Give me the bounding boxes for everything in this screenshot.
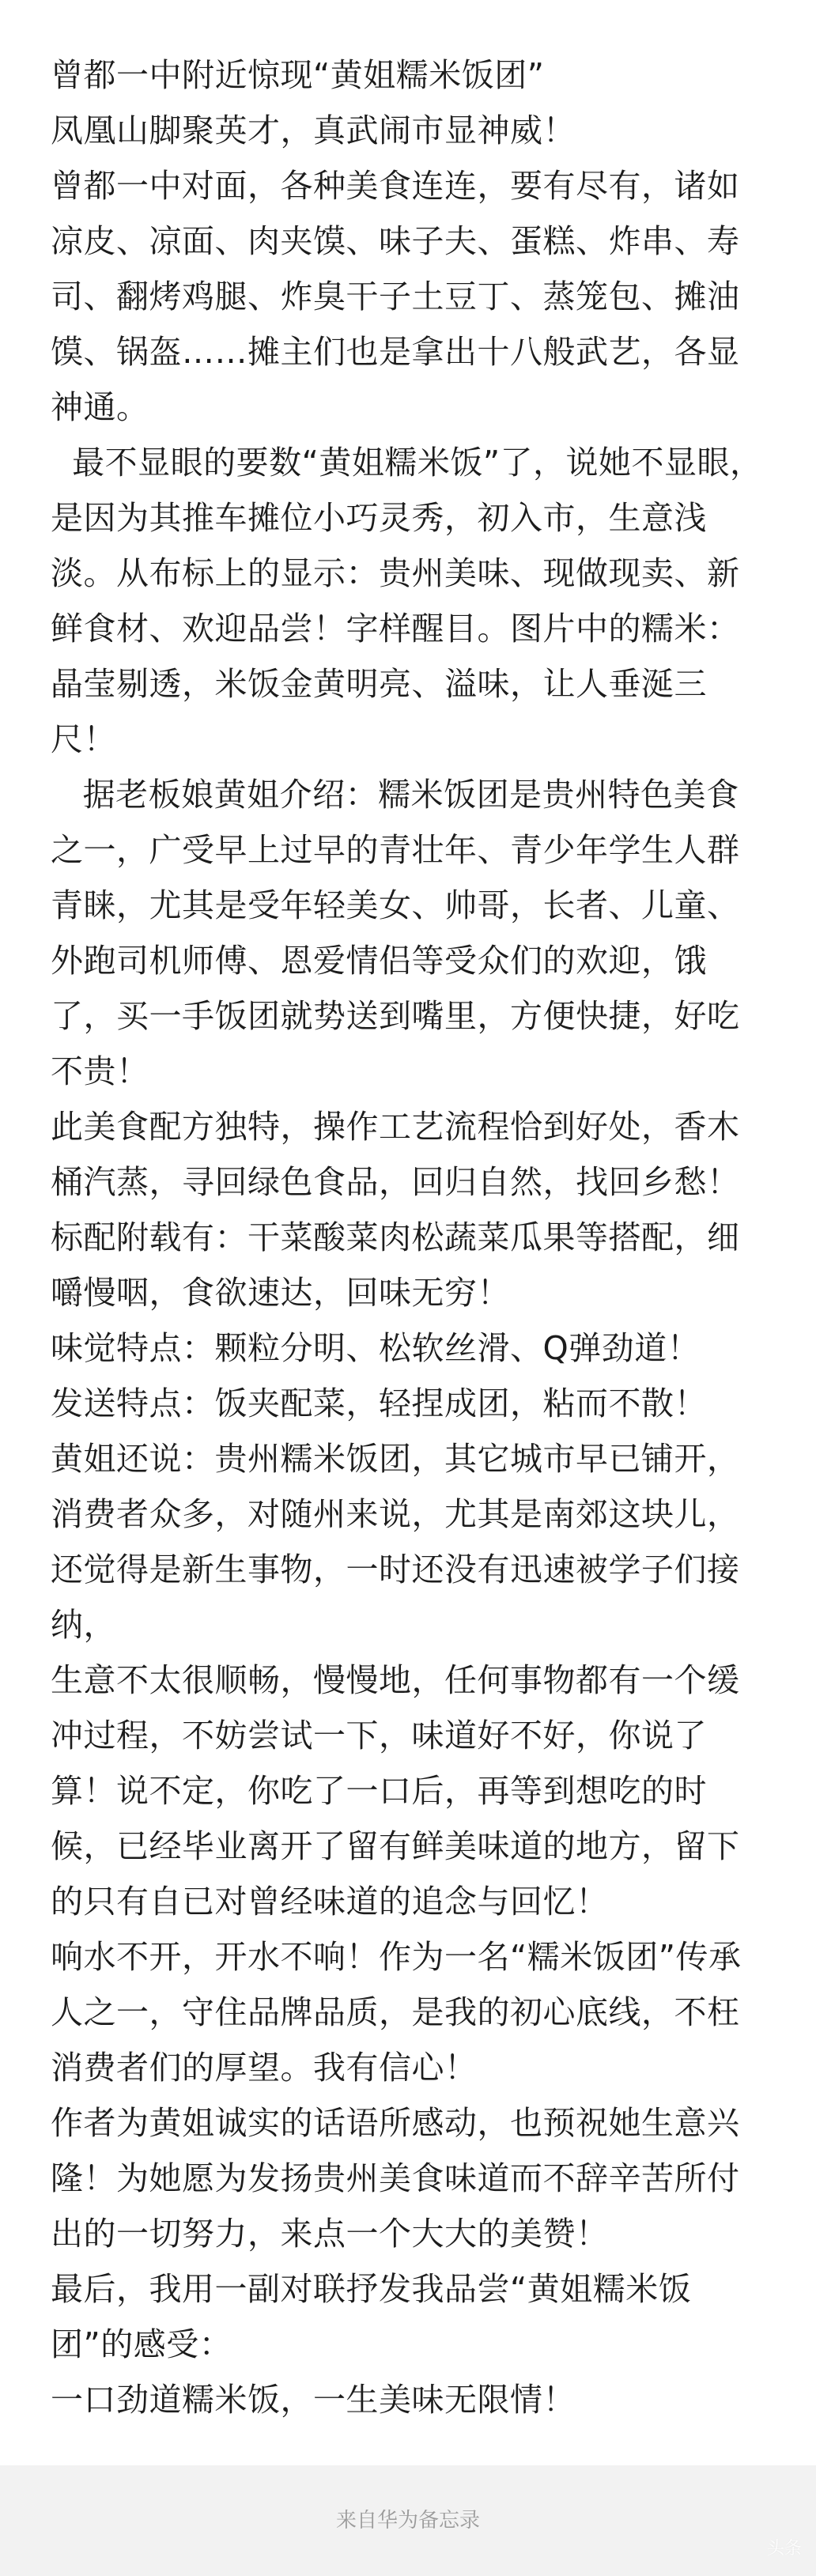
article-paragraph: 响水不开，开水不响！作为一名“糯米饭团”传承人之一，守住品牌品质，是我的初心底线，不枉消费者们的厚望。我有信心！: [51, 1938, 742, 2087]
article-paragraph: 曾都一中对面，各种美食连连，要有尽有，诸如凉皮、凉面、肉夹馍、味子夫、蛋糕、炸串、寿司、翻烤鸡腿、炸臭干子土豆丁、蒸笼包、摊油馍、锅盔……摊主们也是拿出十八般武艺，各显神通。: [51, 167, 740, 426]
watermark: 头条: [766, 2539, 802, 2559]
article-paragraph: 据老板娘黄姐介绍：糯米饭团是贵州特色美食之一，广受早上过早的青壮年、青少年学生人群青睐，尤其是受年轻美女、帅哥，长者、儿童、外跑司机师傅、恩爱情侣等受众们的欢迎，饿了，买一手饭团就势送到嘴里，方便快捷，好吃不贵！: [51, 776, 740, 1090]
article-closing-couplet: 一口劲道糯米饭，一生美味无限情！: [51, 2381, 576, 2419]
article-paragraph: 生意不太很顺畅，慢慢地，任何事物都有一个缓冲过程，不妨尝试一下，味道好不好，你说了算！说不定，你吃了一口后，再等到想吃的时候，已经毕业离开了留有鲜美味道的地方，留下的只有自已对曾经味道的追念与回忆！: [51, 1661, 740, 1921]
source-label: 来自华为备忘录: [335, 2509, 480, 2533]
memo-footer: [0, 2465, 816, 2576]
article-paragraph: 此美食配方独特，操作工艺流程恰到好处，香木桶汽蒸，寻回绿色食品，回归自然，找回乡愁！: [51, 1108, 740, 1201]
article-paragraph: 发送特点：饭夹配菜，轻捏成团，粘而不散！: [51, 1384, 707, 1422]
article-title: 曾都一中附近惊现“黄姐糯米饭团”: [51, 56, 545, 94]
article-paragraph: 标配附载有：干菜酸菜肉松蔬菜瓜果等搭配，细嚼慢咽，食欲速达，回味无穷！: [51, 1218, 740, 1312]
article-paragraph: 最后，我用一副对联抒发我品尝“黄姐糯米饭团”的感受：: [51, 2270, 692, 2363]
article-paragraph: 凤凰山脚聚英才，真武闹市显神威！: [51, 111, 576, 149]
article-paragraph: 味觉特点：颗粒分明、松软丝滑、Q弹劲道！: [51, 1329, 701, 1367]
article-paragraph: 最不显眼的要数“黄姐糯米饭”了，说她不显眼，是因为其推车摊位小巧灵秀，初入市，生意浅淡。从布标上的显示：贵州美味、现做现卖、新鲜食材、欢迎品尝！字样醒目。图片中的糯米：晶莹剔透，米饭金黄明亮、溢味，让人垂涎三尺！: [51, 444, 763, 758]
memo-article: [51, 47, 765, 2427]
article-paragraph: 黄姐还说：贵州糯米饭团，其它城市早已铺开，消费者众多，对随州来说，尤其是南郊这块儿，还觉得是新生事物，一时还没有迅速被学子们接纳，: [51, 1440, 740, 1644]
article-paragraph: 作者为黄姐诚实的话语所感动，也预祝她生意兴隆！为她愿为发扬贵州美食味道而不辞辛苦所付出的一切努力，来点一个大大的美赞！: [51, 2104, 740, 2253]
